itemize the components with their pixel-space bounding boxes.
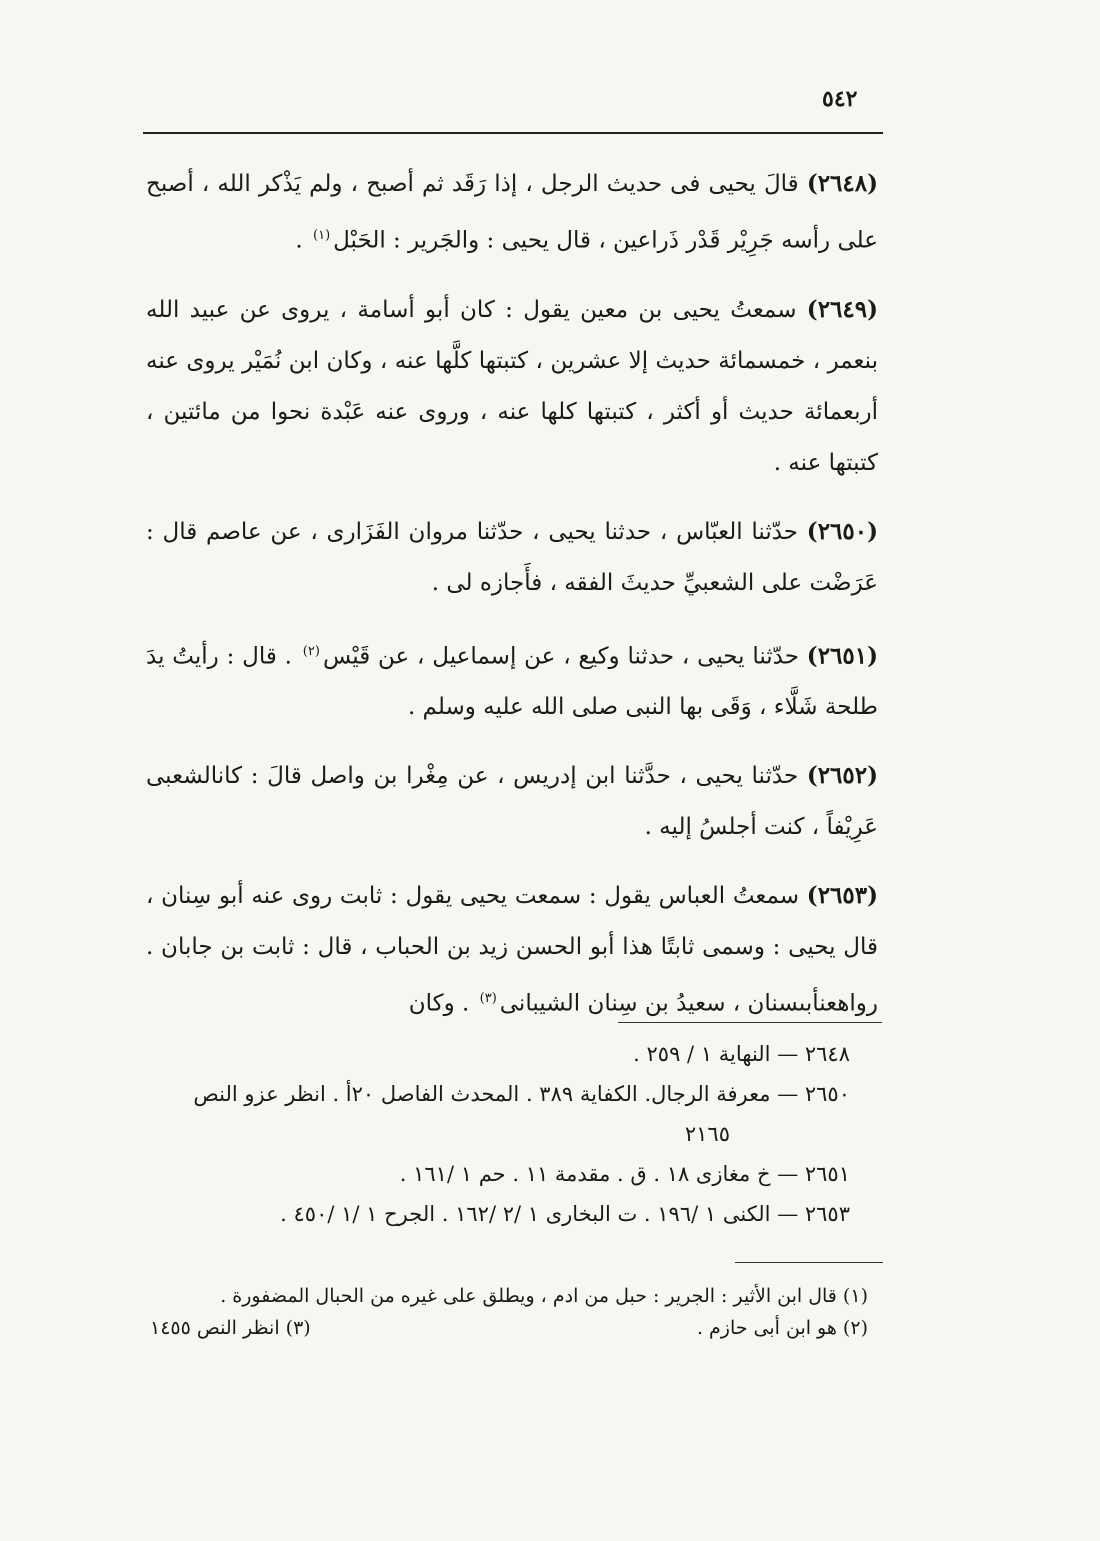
entry-number: (٢٦٥٠) xyxy=(806,517,878,545)
footnotes xyxy=(150,1280,868,1344)
entry-number: (٢٦٥٣) xyxy=(806,882,878,910)
reference-2650: ٢٦٥٠ — معرفة الرجال. الكفاية ٣٨٩ . المحدث الفاصل ٢٠أ . انظر عزو النص xyxy=(193,1082,850,1106)
footnote-2: (٢) هو ابن أبى حازم . xyxy=(696,1317,868,1339)
footnote-row xyxy=(150,1312,868,1344)
entry-number: (٢٦٤٩) xyxy=(806,295,878,323)
footnote-mark: (٣) xyxy=(479,991,497,1007)
entry-text: سمعتُ يحيى بن معين يقول : كان أبو أسامة ، يروى عن عبيد الله بنعمر ، خمسمائة حديث إلا عشرين ، كتبتها كلَّها عنه ، وكان ابن نُمَيْر يروى عنه أربعمائة حديث أو أكثر ، كتبتها كلها عنه ، وروى عنه عَبْدة نحوا من مائتين ، كتبتها عنه . xyxy=(146,296,878,476)
reference-continuation-text: ٢١٦٥ xyxy=(684,1122,730,1146)
header-rule xyxy=(143,132,883,134)
reference-2648: ٢٦٤٨ — النهاية ١ / ٢٥٩ . xyxy=(633,1042,850,1066)
entry-tail: . وكان xyxy=(408,990,477,1017)
footnotes-rule xyxy=(735,1262,883,1263)
footnote-1: (١) قال ابن الأثير : الجرير : حبل من ادم ، ويطلق على غيره من الحبال المضفورة . xyxy=(220,1285,868,1307)
paragraph-2649 xyxy=(146,284,878,489)
entry-text: حدّثنا يحيى ، حدثنا وكيع ، عن إسماعيل ، عن قَيْس xyxy=(322,643,799,670)
footnote-3: (٣) انظر النص ١٤٥٥ xyxy=(150,1317,311,1339)
paragraph-2648 xyxy=(146,158,878,267)
page-number: ٥٤٢ xyxy=(822,86,858,112)
entry-number: (٢٦٤٨) xyxy=(806,170,879,197)
references xyxy=(150,1034,850,1234)
references-rule xyxy=(618,1022,882,1023)
reference-2653: ٢٦٥٣ — الكنى ١ /١٩٦ . ت البخارى ١ /٢ /١٦٢ . الجرح ١ /١ /٤٥٠ . xyxy=(280,1202,850,1226)
entry-number: (٢٦٥٢) xyxy=(806,762,879,790)
entry-text: حدّثنا يحيى ، حدَّثنا ابن إدريس ، عن مِغْرا بن واصل قالَ : كانالشعبى عَرِيْفاً ، كنت أجلسُ إليه . xyxy=(146,763,878,841)
paragraph-2652 xyxy=(146,750,878,853)
entry-text: سمعتُ العباس يقول : سمعت يحيى يقول : ثابت روى عنه أبو سِنان ، قال يحيى : وسمى ثابتًا هذا أبو الحسن زيد بن الحباب ، قال : ثابت بن جابان . رواهعنأبىسنان ، سعيدُ بن سِنان الشيبانى xyxy=(146,883,878,1017)
entry-text: حدّثنا العبّاس ، حدثنا يحيى ، حدّثنا مروان الفَزَارى ، عن عاصم قال : عَرَضْت على الشعبيِّ حديثَ الفقه ، فأَجازه لى . xyxy=(146,518,878,596)
entry-tail: . قال : رأيتُ يدَ طلحة شَلَّاء ، وَقَى بها النبى صلى الله عليه وسلم . xyxy=(146,643,878,721)
entry-number: (٢٦٥١) xyxy=(806,642,878,670)
entry-tail: . xyxy=(295,227,310,254)
paragraph-2653 xyxy=(146,870,878,1030)
footnote-mark: (١) xyxy=(313,228,331,243)
paragraph-2651 xyxy=(146,626,878,734)
entry-text: قالَ يحيى فى حديث الرجل ، إذا رَقَد ثم أصبح ، ولم يَذْكر الله ، أصبح على رأسه جَرِيْر قَدْر ذَراعين ، قال يحيى : والجَرير : الحَبْل xyxy=(146,171,878,254)
reference-2650-continuation xyxy=(150,1114,850,1154)
reference-2651: ٢٦٥١ — خ مغازى ١٨ . ق . مقدمة ١١ . حم ١ /١٦١ . xyxy=(399,1162,850,1186)
paragraph-2650 xyxy=(146,506,878,609)
footnote-mark: (٢) xyxy=(302,643,320,659)
main-text xyxy=(146,158,878,1047)
